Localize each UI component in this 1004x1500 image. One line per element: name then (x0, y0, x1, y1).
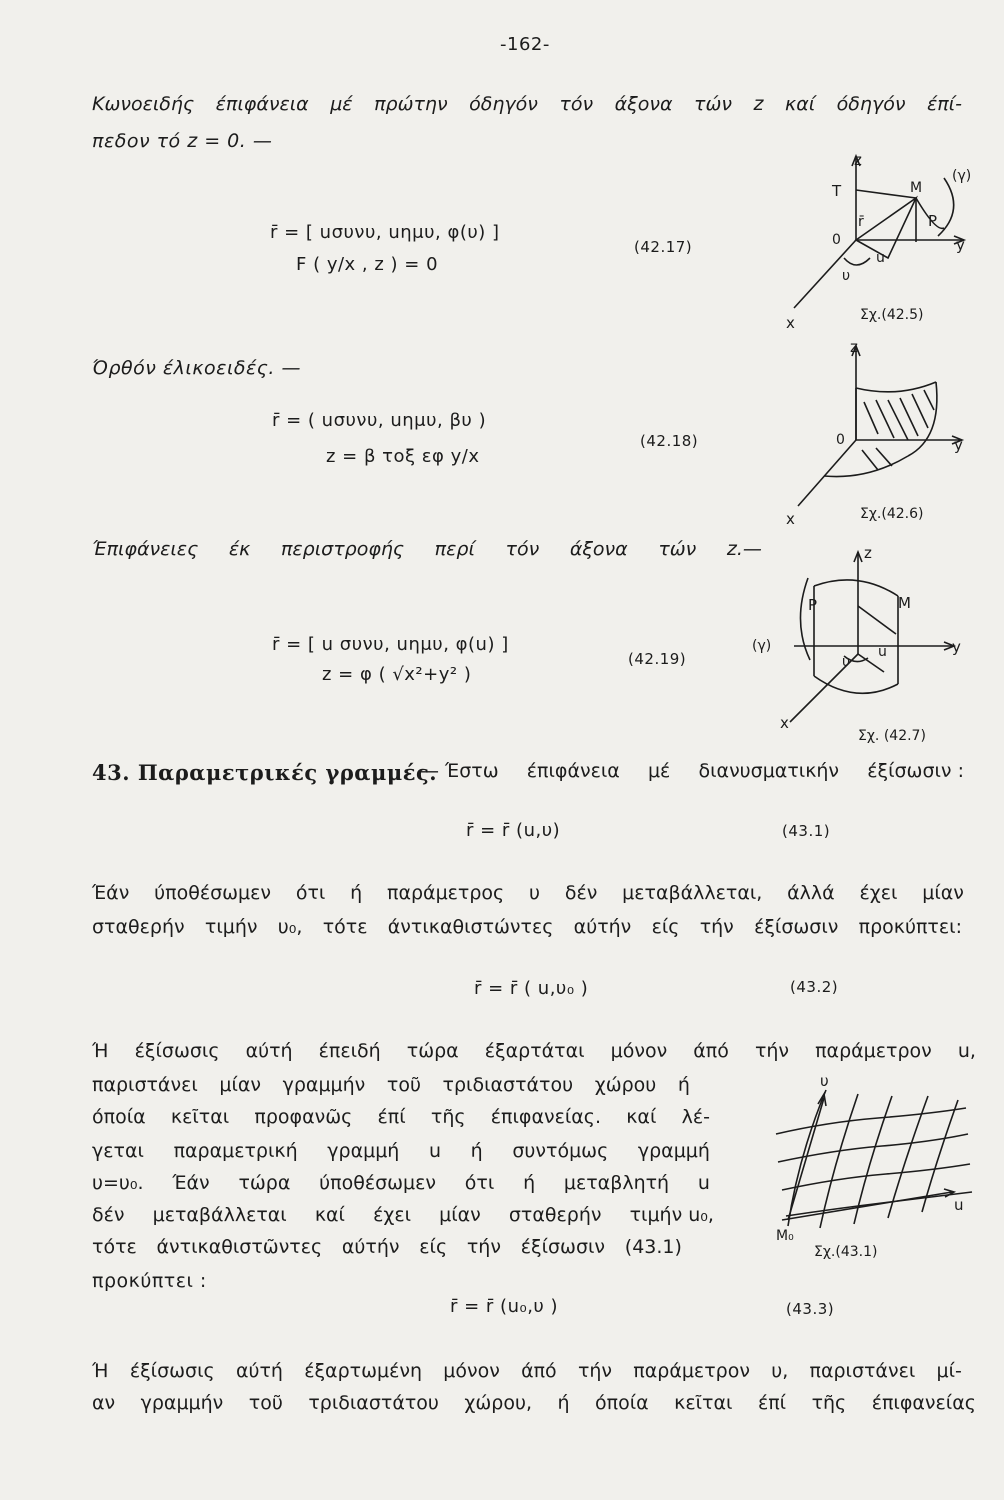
fig427-label-P: P (808, 596, 818, 614)
helicoid-eq-number: (42.18) (640, 432, 699, 450)
word: μέ (330, 93, 353, 115)
word: πρώτην (374, 93, 448, 115)
eq-43-3-number: (43.3) (786, 1300, 835, 1318)
word: τήν (577, 1360, 613, 1382)
word: σταθερήν (508, 1204, 602, 1226)
conical-eq-number: (42.17) (634, 238, 693, 256)
para2-last-line: προκύπτει : (92, 1270, 207, 1292)
word: τήν (754, 1040, 790, 1062)
fig427-label-M: M (898, 594, 911, 612)
revolution-eq2: z = φ ( √x²+y² ) (322, 664, 472, 685)
figure-43-1 (758, 1068, 978, 1258)
word: μεταβάλλεται (152, 1204, 287, 1226)
para2-line3 (92, 1106, 710, 1128)
fig426-caption: Σχ.(42.6) (860, 506, 924, 522)
word: άξονα (614, 93, 673, 115)
word: έχει (859, 882, 898, 904)
word: σταθερήν (92, 916, 185, 938)
para2-line2 (92, 1074, 690, 1096)
fig426-label-y: y (954, 436, 963, 454)
word: ή (677, 1074, 690, 1096)
word: έχει (373, 1204, 412, 1226)
word: λέ- (681, 1106, 710, 1128)
word: — Έστω (420, 760, 499, 782)
word: μίαν (922, 882, 964, 904)
fig425-label-M: M (910, 180, 923, 196)
fig425-label-y: y (956, 236, 965, 254)
word: συντόμως (512, 1140, 609, 1162)
word: περί (434, 538, 475, 560)
word: μόνον (610, 1040, 668, 1062)
helicoid-eq2: z = β τοξ εφ y/x (326, 446, 480, 467)
word: καί (626, 1106, 657, 1128)
word: μόνον (443, 1360, 500, 1382)
fig431-caption: Σχ.(43.1) (814, 1244, 878, 1260)
word: ή (350, 882, 363, 904)
word: τιμήν u₀, (629, 1204, 714, 1226)
word: είς (651, 916, 680, 938)
fig427-label-u: u (878, 644, 887, 660)
section-43-intro (420, 760, 964, 782)
word: καί (785, 93, 816, 115)
para2-line6 (92, 1204, 714, 1226)
revolution-eq-number: (42.19) (628, 650, 687, 668)
word: έξίσωσιν : (867, 760, 964, 782)
word: δέν (564, 882, 598, 904)
word: υ (529, 882, 541, 904)
word: καί (314, 1204, 345, 1226)
fig425-label-gamma: (γ) (952, 168, 972, 184)
word: όποία (92, 1106, 146, 1128)
word: παριστάνει (92, 1074, 198, 1096)
word: τών (658, 538, 697, 560)
fig427-label-gamma: (γ) (752, 638, 772, 654)
word: έξαρτάται (484, 1040, 585, 1062)
fig427-label-x: x (780, 714, 789, 732)
word: κεῖται (674, 1392, 733, 1414)
word: Κωνοειδής (92, 93, 195, 115)
word: τριδιαστάτου (308, 1392, 439, 1414)
fig425-label-x: x (786, 314, 795, 332)
fig431-label-M0: M₀ (776, 1228, 794, 1244)
word: ή (557, 1392, 570, 1414)
word: έπί (377, 1106, 406, 1128)
word: έξίσωσιν (754, 916, 839, 938)
word: u, (957, 1040, 976, 1062)
word: έκ (228, 538, 251, 560)
word: τιμήν (204, 916, 258, 938)
word: όποία (595, 1392, 649, 1414)
para2-line7 (92, 1236, 682, 1258)
word: u (428, 1140, 442, 1162)
word: z (753, 93, 764, 115)
para2-line1 (92, 1040, 976, 1062)
eq-43-1-number: (43.1) (782, 822, 831, 840)
word: τότε (92, 1236, 137, 1258)
word: (43.1) (624, 1236, 682, 1258)
word: γραμμή (327, 1140, 400, 1162)
word: παράμετρος (387, 882, 505, 904)
para3-line2 (92, 1392, 976, 1414)
word: προφανῶς (254, 1106, 353, 1128)
fig427-label-y: y (952, 638, 961, 656)
word: κεῖται (170, 1106, 230, 1128)
word: διανυσματικήν (698, 760, 840, 782)
word: άντικαθιστώντες (387, 916, 554, 938)
word: παράμετρον (815, 1040, 932, 1062)
fig425-label-upsilon: υ (842, 268, 851, 284)
eq-43-2-number: (43.2) (790, 978, 839, 996)
word: τῆς (811, 1392, 847, 1414)
word: γραμμήν (140, 1392, 224, 1414)
word: παράμετρον (633, 1360, 750, 1382)
word: χώρου, (464, 1392, 532, 1414)
word: τῆς (430, 1106, 466, 1128)
word: τόν (505, 538, 540, 560)
fig425-label-T: T (832, 182, 842, 200)
eq-43-1: r̄ = r̄ (u,υ) (466, 820, 561, 841)
word: έξαρτωμένη (304, 1360, 423, 1382)
word: τών (694, 93, 732, 115)
word: αν (92, 1392, 116, 1414)
word: Έπιφάνειες (92, 538, 199, 560)
word: υ=υ₀. (92, 1172, 144, 1194)
word: μίαν (439, 1204, 481, 1226)
fig425-caption: Σχ.(42.5) (860, 307, 924, 323)
word: τόν (559, 93, 594, 115)
word: τριδιαστάτου (442, 1074, 574, 1096)
word: Ή (92, 1040, 109, 1062)
word: άντικαθιστῶντες (156, 1236, 323, 1258)
word: τοῦ (386, 1074, 421, 1096)
word: Έάν (172, 1172, 210, 1194)
eq-43-3: r̄ = r̄ (u₀,υ ) (450, 1296, 559, 1317)
word: έπιφάνεια (215, 93, 309, 115)
word: περιστροφής (280, 538, 405, 560)
para1-line1 (92, 882, 964, 904)
word: υ₀, (277, 916, 303, 938)
word: άπό (693, 1040, 729, 1062)
conical-eq2: F ( y/x , z ) = 0 (296, 254, 439, 275)
para3-line1 (92, 1360, 962, 1382)
para2-line5 (92, 1172, 710, 1194)
word: μέ (647, 760, 671, 782)
word: ή (470, 1140, 483, 1162)
para1-line2 (92, 916, 962, 938)
word: τώρα (238, 1172, 291, 1194)
word: είς (419, 1236, 448, 1258)
word: δέν (92, 1204, 125, 1226)
word: έξίσωσις (129, 1360, 215, 1382)
word: ύποθέσωμεν (154, 882, 272, 904)
fig431-label-upsilon: υ (820, 1072, 829, 1090)
word: μεταβλητή (563, 1172, 670, 1194)
fig427-caption: Σχ. (42.7) (858, 728, 926, 744)
para2-line4 (92, 1140, 710, 1162)
word: γεται (92, 1140, 144, 1162)
fig426-label-z: z (850, 338, 858, 356)
fig425-label-u: u (876, 250, 885, 266)
helicoid-eq1: r̄ = ( uσυνυ, uημυ, βυ ) (272, 410, 487, 431)
word: άλλά (787, 882, 835, 904)
figure-42-5 (776, 150, 976, 335)
word: Έάν (92, 882, 130, 904)
word: μεταβάλλεται, (622, 882, 763, 904)
word: τήν (699, 916, 734, 938)
word: αύτήν (341, 1236, 400, 1258)
word: άπό (521, 1360, 557, 1382)
word: γραμμή (637, 1140, 710, 1162)
word: χώρου (594, 1074, 657, 1096)
word: γραμμήν (282, 1074, 366, 1096)
word: έξίσωσις (134, 1040, 220, 1062)
word: Ή (92, 1360, 109, 1382)
word: τήν (466, 1236, 501, 1258)
fig425-label-r: r̄ (858, 214, 864, 230)
figure-42-7 (748, 542, 978, 747)
word: ότι (464, 1172, 495, 1194)
word: έπιφανείας. (490, 1106, 601, 1128)
word: ύποθέσωμεν (319, 1172, 437, 1194)
revolution-title (92, 538, 762, 560)
word: έπί- (926, 93, 962, 115)
word: τότε (322, 916, 368, 938)
word: άξονα (569, 538, 628, 560)
word: αύτή (245, 1040, 293, 1062)
conical-eq1: r̄ = [ uσυνυ, uημυ, φ(υ) ] (270, 222, 500, 243)
eq-43-2: r̄ = r̄ ( u,υ₀ ) (474, 978, 589, 999)
fig426-label-0: 0 (836, 432, 845, 448)
page-number: -162- (500, 34, 550, 55)
word: z.— (726, 538, 762, 560)
word: έξίσωσιν (520, 1236, 606, 1258)
word: υ, (771, 1360, 789, 1382)
word: έπί (757, 1392, 787, 1414)
conical-intro-line2: πεδον τό z = 0. — (92, 130, 273, 152)
section-43-heading: 43. Παραμετρικές γραμμές. (92, 760, 438, 785)
word: παριστάνει (809, 1360, 916, 1382)
fig426-label-x: x (786, 510, 795, 528)
word: όδηγόν (836, 93, 906, 115)
word: όδηγόν (469, 93, 538, 115)
word: μί- (936, 1360, 962, 1382)
fig425-label-0: 0 (832, 232, 841, 248)
helicoid-title: Όρθόν έλικοειδές. — (92, 357, 301, 379)
word: τώρα (406, 1040, 459, 1062)
word: έπιφάνεια (526, 760, 620, 782)
word: μίαν (219, 1074, 262, 1096)
fig431-label-u: u (954, 1196, 964, 1214)
word: προκύπτει: (858, 916, 962, 938)
word: αύτή (235, 1360, 283, 1382)
word: τοῦ (248, 1392, 283, 1414)
conical-intro-line1 (92, 93, 962, 115)
word: ή (523, 1172, 536, 1194)
revolution-eq1: r̄ = [ u συνυ, uημυ, φ(u) ] (272, 634, 509, 655)
fig425-label-P: P (928, 212, 938, 230)
word: ότι (295, 882, 326, 904)
word: u (697, 1172, 710, 1194)
word: έπειδή (318, 1040, 381, 1062)
word: παραμετρική (173, 1140, 298, 1162)
word: έπιφανείας (871, 1392, 976, 1414)
fig425-label-z: z (854, 151, 862, 169)
fig427-label-upsilon: υ (842, 654, 851, 670)
fig427-label-z: z (864, 544, 872, 562)
word: αύτήν (573, 916, 632, 938)
figure-42-6 (778, 338, 978, 528)
